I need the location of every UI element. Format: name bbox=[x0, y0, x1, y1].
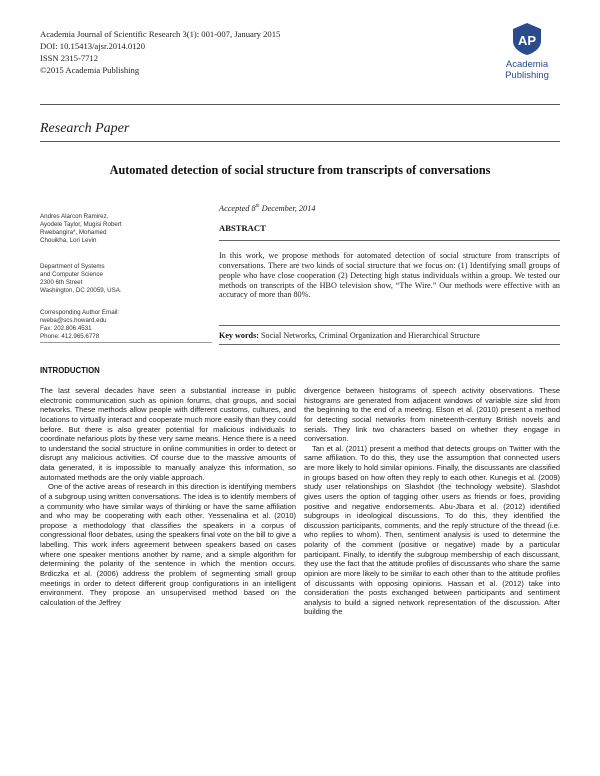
issn-line: ISSN 2315-7712 bbox=[40, 53, 99, 63]
paragraph: Tan et al. (2011) present a method that detects groups on Twitter with the same affiliation. To do this, they use the assumption that connected users are more likely to hold similar opinions. Finally, the discussants are classified in groups based on how often they reply to each other. Kunegis et al. (2009) study user relationships on Slashdot (the technology website). Slashdot gives users the option of tagging other users as friends or foes, providing positive and negative endorsements. Abu-Jbara et al. (2012) identified subgroups in ideological discussions. To do this, they identified the discussion participants, comments, and the reply structure of the thread (i.e. who replies to whom). Then, sentiment analysis is used to determine the polarity of the comment (positive or negative) made by a particular participant. Finally, to identify the subgroup membership of each discussant, they use the fact that the attitude profiles of discussants who share the same opinion are more likely to be similar to each other than to the attitude profiles of discussants with opposing opinions. Hassan et al. (2012) take into consideration the posts exchanged between participants and sentiment analysis to build a signed network representation of the discussion. After building the bbox=[304, 443, 560, 617]
header-rule bbox=[40, 104, 560, 105]
affiliation-line: 2300 6th Street bbox=[40, 279, 83, 287]
logo-word-2: Publishing bbox=[505, 70, 549, 81]
doi-line: DOI: 10.15413/ajsr.2014.0120 bbox=[40, 41, 146, 51]
author-line: Ayodele Taylor, Mugisi Robert bbox=[40, 221, 122, 229]
accepted-date: Accepted 8th December, 2014 bbox=[219, 204, 316, 213]
paper-title: Automated detection of social structure from transcripts of conversations bbox=[109, 163, 491, 177]
paragraph: The last several decades have seen a substantial increase in public electronic communication such as opinion forums, chat groups, and social networks. These methods allow people with different customs, cultures, and locations to virtually interact and cooperate much more easily than they could before. But there is also greater potential for malicious individuals to coordinate nefarious plots by these very same means. Hence there is a need to understand the social structure in online communities in order to detect or disrupt any malicious activities. Of course due to the massive amounts of data generated, it is impossible to manually analyze this information, so automated methods are the only viable approach. bbox=[40, 386, 296, 482]
correspondence-email[interactable]: rweba@scs.howard.edu bbox=[40, 317, 107, 325]
abstract-text: In this work, we propose methods for automated detection of social structure from transcripts of conversations. There are two kinds of social structure that we focus on: (1) Identifying small groups of people who have close cooperation (2) Detecting high status individuals within a group. We tested our methods on transcripts of the HBO television show, “The Wire.” Our methods were effective with an accuracy of more than 80%. bbox=[219, 251, 560, 300]
logo-shield-icon bbox=[510, 22, 544, 56]
affiliation-line: Washington, DC 20059, USA. bbox=[40, 287, 122, 295]
section-label: Research Paper bbox=[40, 121, 130, 136]
body-column-right bbox=[304, 386, 560, 617]
paragraph: divergence between histograms of speech activity observations. These histograms are generated from adjacent windows of variable size slid from the beginning to the end of a meeting. Elson et al. (2010) present a method for detecting social networks from nineteenth-century British novels and serials. They link two characters based on whether they engage in conversation. bbox=[304, 386, 560, 444]
correspondence-phone: Phone: 412.965.6778 bbox=[40, 333, 100, 341]
journal-citation: Academia Journal of Scientific Research 3(1): 001-007, January 2015 bbox=[40, 29, 281, 39]
introduction-heading: INTRODUCTION bbox=[40, 366, 100, 375]
abstract-bottom-rule bbox=[219, 325, 560, 326]
affiliation-line: and Computer Science bbox=[40, 271, 103, 279]
author-line: Chouikha, Lori Levin bbox=[40, 237, 97, 245]
paragraph: One of the active areas of research in this direction is identifying members of a subgroup using written conversations. The idea is to identify members of a community who have similar ways of thinking or have the same affiliation and who may be cooperating with each other. Yessenalina et al. (2010) propose a methodology that classifies the speakers in a corpus of congressional floor debates, using the speakers final vote on the bill to give a labelling. This work infers agreement between speakers based on cases where one speaker mentions another by name, and a simple algorithm for determining the polarity of the sentence in which the mention occurs. Brdiczka et al. (2006) address the problem of segmenting small group meetings in order to detect different group configurations in an intelligent environment. They propose an unsupervised method based on the calculation of the Jeffrey bbox=[40, 482, 296, 607]
abstract-top-rule bbox=[219, 240, 560, 241]
keywords-rule bbox=[219, 344, 560, 345]
affiliation bbox=[40, 263, 212, 295]
copyright-line: ©2015 Academia Publishing bbox=[40, 65, 140, 75]
affiliation-line: Department of Systems bbox=[40, 263, 105, 270]
logo-word-1: Academia bbox=[505, 59, 549, 70]
author-list bbox=[40, 213, 212, 245]
author-line: Rwebangira*, Mohamed bbox=[40, 229, 107, 237]
author-line: Andres Alarcon Ramirez, bbox=[40, 213, 109, 220]
section-rule bbox=[40, 141, 560, 142]
body-column-left bbox=[40, 386, 296, 607]
left-meta-rule bbox=[40, 342, 212, 343]
publisher-logo bbox=[492, 22, 562, 81]
abstract-heading: ABSTRACT bbox=[219, 223, 266, 233]
correspondence-fax: Fax: 202.806.4531 bbox=[40, 325, 92, 333]
keywords: Key words: Social Networks, Criminal Organization and Hierarchical Structure bbox=[219, 331, 480, 340]
correspondence bbox=[40, 309, 212, 341]
svg-text:AP: AP bbox=[517, 33, 537, 48]
correspondence-line: Corresponding Author Email: bbox=[40, 309, 120, 316]
